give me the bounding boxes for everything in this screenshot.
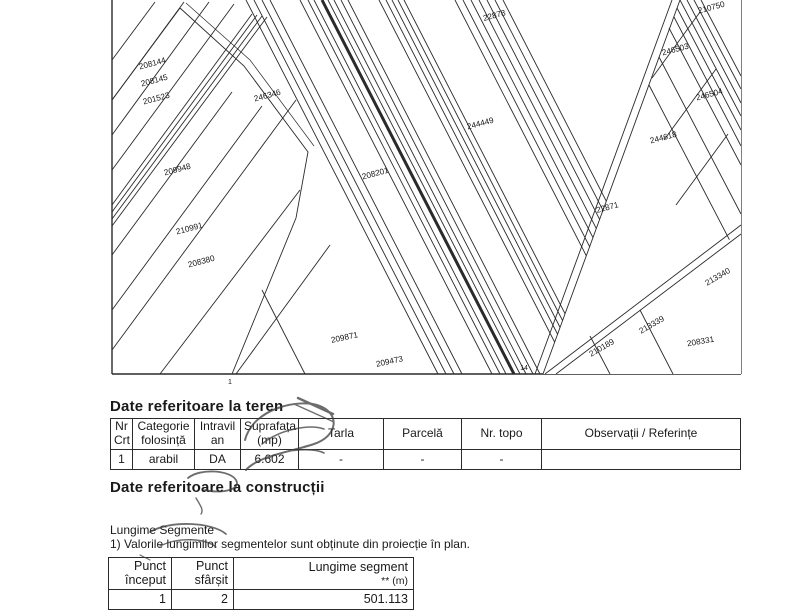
col-header-punct-sfarsit: Punct sfârșit: [172, 558, 234, 590]
point-label: 1: [228, 379, 232, 386]
parcel-label: 213339: [637, 314, 666, 336]
parcel-label: 210189: [587, 337, 616, 359]
parcel-label: 208331: [686, 334, 715, 349]
cell-parcela: -: [384, 450, 462, 470]
parcel-label: 22871: [595, 200, 620, 215]
col-header-lungime-label: Lungime segment: [308, 560, 408, 575]
segments-table-header-row: [109, 558, 414, 590]
parcel-label: 210991: [174, 220, 204, 237]
col-header-lungime-unit: ** (m): [381, 574, 408, 587]
parcel-label: 209473: [375, 354, 404, 369]
col-header-tarla: Tarla: [299, 419, 384, 450]
cell-nr-topo: -: [462, 450, 542, 470]
parcel-label: 208145: [139, 72, 169, 89]
parcel-label: 208144: [137, 55, 167, 72]
col-header-categorie: Categorie folosință: [133, 419, 195, 450]
parcel-label: 244618: [648, 129, 678, 146]
parcel-label: 208380: [186, 253, 216, 270]
segments-note: 1) Valorile lungimilor segmentelor sunt obținute din proiecție în plan.: [110, 537, 470, 551]
parcel-label: 209871: [330, 330, 359, 345]
cell-tarla: -: [299, 450, 384, 470]
parcel-label: 201523: [141, 90, 171, 107]
cell-categorie: arabil: [133, 450, 195, 470]
parcel-label: 210750: [696, 0, 726, 16]
col-header-nr-crt: Nr Crt: [111, 419, 133, 450]
col-header-nr-topo: Nr. topo: [462, 419, 542, 450]
section-title-constructii: Date referitoare la construcții: [110, 479, 325, 496]
teren-table-row: [111, 450, 741, 470]
cell-observatii: [542, 450, 741, 470]
cell-suprafata: 6.602: [241, 450, 299, 470]
col-header-observatii: Observații / Referințe: [542, 419, 741, 450]
cell-lungime: 501.113: [234, 589, 414, 609]
segments-table-row: [109, 589, 414, 609]
parcel-label: 244449: [465, 115, 495, 132]
teren-table: [110, 418, 741, 470]
parcel-label: 246504: [694, 86, 724, 103]
parcel-label: 246346: [252, 87, 282, 104]
cell-nr-crt: 1: [111, 450, 133, 470]
parcel-label: 209948: [162, 161, 192, 178]
parcel-label: 246503: [660, 41, 690, 58]
parcel-label: 213340: [703, 266, 732, 288]
col-header-suprafata: Suprafața (mp): [241, 419, 299, 450]
parcel-label: 22878: [482, 8, 507, 23]
section-title-teren: Date referitoare la teren: [110, 398, 284, 415]
cell-punct-inceput: 1: [109, 589, 172, 609]
teren-table-header-row: [111, 419, 741, 450]
point-label: 14: [520, 365, 528, 372]
cell-punct-sfarsit: 2: [172, 589, 234, 609]
parcel-label: 208201: [360, 165, 390, 182]
segments-title: Lungime Segmente: [110, 523, 215, 537]
segments-table: [108, 557, 414, 610]
col-header-lungime: [234, 558, 414, 590]
col-header-parcela: Parcelă: [384, 419, 462, 450]
cell-intravilan: DA: [195, 450, 241, 470]
col-header-punct-inceput: Punct început: [109, 558, 172, 590]
col-header-intravilan: Intravilan: [195, 419, 241, 450]
